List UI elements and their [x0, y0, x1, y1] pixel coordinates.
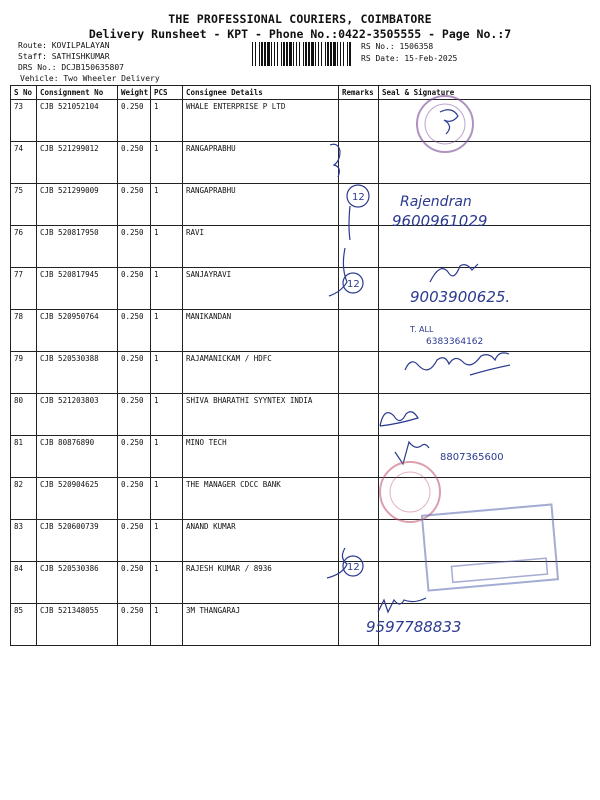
table-row	[11, 604, 591, 646]
runsheet-table	[10, 85, 591, 646]
row-consignment-no: CJB 80876890	[37, 436, 118, 478]
row-seal-signature	[379, 520, 591, 562]
col-remarks: Remarks	[339, 86, 379, 100]
vehicle-label: Vehicle: Two Wheeler Delivery	[20, 74, 160, 83]
row-remarks	[339, 226, 379, 268]
barcode-bar	[299, 42, 300, 66]
row-sno: 73	[11, 100, 37, 142]
table-row	[11, 562, 591, 604]
table-row	[11, 436, 591, 478]
col-pcs: PCS	[151, 86, 183, 100]
row-seal-signature	[379, 436, 591, 478]
col-sno: S No	[11, 86, 37, 100]
drs-number: DRS No.: DCJB150635807	[18, 63, 124, 72]
runsheet-subtitle: Delivery Runsheet - KPT - Phone No.:0422-3505555 - Page No.:7	[88, 27, 512, 41]
table-row	[11, 310, 591, 352]
row-seal-signature	[379, 100, 591, 142]
row-pcs: 1	[151, 310, 183, 352]
row-sno: 74	[11, 142, 37, 184]
row-seal-signature	[379, 394, 591, 436]
row-weight: 0.250	[118, 436, 151, 478]
col-consignee: Consignee Details	[183, 86, 339, 100]
staff-label: Staff: SATHISHKUMAR	[18, 52, 110, 61]
row-weight: 0.250	[118, 100, 151, 142]
row-consignee: MINO TECH	[183, 436, 339, 478]
barcode-bar	[296, 42, 297, 66]
barcode-bar	[289, 42, 292, 66]
barcode-bar	[271, 42, 272, 66]
row-consignee: MANIKANDAN	[183, 310, 339, 352]
barcode	[252, 42, 352, 66]
row-consignment-no: CJB 520950764	[37, 310, 118, 352]
barcode-bar	[274, 42, 275, 66]
row-remarks	[339, 352, 379, 394]
row-consignment-no: CJB 521299012	[37, 142, 118, 184]
row-remarks	[339, 478, 379, 520]
row-seal-signature	[379, 604, 591, 646]
barcode-bar	[340, 42, 341, 66]
row-consignment-no: CJB 520904625	[37, 478, 118, 520]
row-weight: 0.250	[118, 478, 151, 520]
row-remarks	[339, 310, 379, 352]
signature-75-phone: 9600961029	[392, 212, 488, 230]
row-remarks	[339, 562, 379, 604]
row-sno: 81	[11, 436, 37, 478]
row-seal-signature	[379, 352, 591, 394]
signature-78-note: 6383364162	[426, 337, 484, 347]
barcode-bar	[330, 42, 332, 66]
col-seal-signature: Seal & Signature	[379, 86, 591, 100]
barcode-bar	[305, 42, 307, 66]
row-sno: 78	[11, 310, 37, 352]
row-pcs: 1	[151, 184, 183, 226]
row-weight: 0.250	[118, 268, 151, 310]
row-remarks	[339, 142, 379, 184]
row-sno: 83	[11, 520, 37, 562]
row-weight: 0.250	[118, 352, 151, 394]
barcode-bar	[286, 42, 288, 66]
row-consignee: ANAND KUMAR	[183, 520, 339, 562]
row-pcs: 1	[151, 478, 183, 520]
barcode-bar	[277, 42, 278, 66]
barcode-bar	[315, 42, 316, 66]
row-weight: 0.250	[118, 562, 151, 604]
table-row	[11, 394, 591, 436]
row-pcs: 1	[151, 226, 183, 268]
row-pcs: 1	[151, 268, 183, 310]
row-remarks	[339, 268, 379, 310]
row-sno: 77	[11, 268, 37, 310]
barcode-bar	[325, 42, 326, 66]
company-title: THE PROFESSIONAL COURIERS, COIMBATORE	[168, 12, 432, 26]
row-sno: 75	[11, 184, 37, 226]
row-remarks	[339, 184, 379, 226]
row-consignee: SHIVA BHARATHI SYYNTEX INDIA	[183, 394, 339, 436]
row-sno: 85	[11, 604, 37, 646]
row-seal-signature	[379, 562, 591, 604]
barcode-bar	[267, 42, 270, 66]
barcode-bar	[311, 42, 314, 66]
row-remarks	[339, 100, 379, 142]
row-pcs: 1	[151, 100, 183, 142]
barcode-bar	[308, 42, 310, 66]
barcode-bar	[318, 42, 319, 66]
row-consignee: RAJESH KUMAR / 8936	[183, 562, 339, 604]
row-pcs: 1	[151, 142, 183, 184]
row-consignment-no: CJB 521203803	[37, 394, 118, 436]
barcode-bar	[321, 42, 322, 66]
table-row	[11, 184, 591, 226]
row-consignment-no: CJB 521299009	[37, 184, 118, 226]
row-consignment-no: CJB 520530388	[37, 352, 118, 394]
table-row	[11, 352, 591, 394]
row-consignee: RAVI	[183, 226, 339, 268]
barcode-bar	[283, 42, 285, 66]
barcode-bar	[303, 42, 304, 66]
signature-81-phone: 8807365600	[440, 452, 504, 463]
table-row	[11, 478, 591, 520]
barcode-bar	[333, 42, 336, 66]
row-consignee: RAJAMANICKAM / HDFC	[183, 352, 339, 394]
barcode-bar	[259, 42, 260, 66]
signature-77-phone: 9003900625.	[410, 288, 511, 306]
row-seal-signature	[379, 310, 591, 352]
barcode-bar	[261, 42, 263, 66]
table-header-row	[11, 86, 591, 100]
signature-78-mark: T. ALL	[410, 325, 434, 334]
table-row	[11, 226, 591, 268]
table-row	[11, 520, 591, 562]
row-sno: 79	[11, 352, 37, 394]
row-consignment-no: CJB 520817945	[37, 268, 118, 310]
rs-number: RS No.: 1506358	[361, 42, 434, 51]
row-weight: 0.250	[118, 394, 151, 436]
row-seal-signature	[379, 142, 591, 184]
barcode-bar	[281, 42, 282, 66]
rs-date: RS Date: 15-Feb-2025	[361, 54, 458, 63]
table-row	[11, 142, 591, 184]
row-seal-signature	[379, 184, 591, 226]
row-consignment-no: CJB 520817950	[37, 226, 118, 268]
row-pcs: 1	[151, 394, 183, 436]
row-consignee: RANGAPRABHU	[183, 142, 339, 184]
row-pcs: 1	[151, 436, 183, 478]
signature-75-name: Rajendran	[400, 194, 472, 210]
row-sno: 82	[11, 478, 37, 520]
row-sno: 80	[11, 394, 37, 436]
route-label: Route: KOVILPALAYAN	[18, 41, 110, 50]
barcode-bar	[347, 42, 348, 66]
row-weight: 0.250	[118, 310, 151, 352]
signature-85-phone: 9597788833	[366, 618, 462, 636]
table-row	[11, 268, 591, 310]
row-consignment-no: CJB 520600739	[37, 520, 118, 562]
row-seal-signature	[379, 226, 591, 268]
barcode-bar	[293, 42, 294, 66]
svg-text:12: 12	[347, 279, 360, 290]
row-consignee: SANJAYRAVI	[183, 268, 339, 310]
svg-text:12: 12	[352, 192, 365, 203]
col-consignment-no: Consignment No	[37, 86, 118, 100]
barcode-bar	[327, 42, 329, 66]
col-weight: Weight	[118, 86, 151, 100]
barcode-bar	[337, 42, 338, 66]
row-consignee: 3M THANGARAJ	[183, 604, 339, 646]
row-seal-signature	[379, 268, 591, 310]
row-pcs: 1	[151, 352, 183, 394]
barcode-bar	[252, 42, 253, 66]
row-pcs: 1	[151, 562, 183, 604]
row-pcs: 1	[151, 604, 183, 646]
row-weight: 0.250	[118, 142, 151, 184]
row-consignment-no: CJB 521052104	[37, 100, 118, 142]
barcode-bar	[343, 42, 344, 66]
row-weight: 0.250	[118, 520, 151, 562]
row-seal-signature	[379, 478, 591, 520]
row-remarks	[339, 436, 379, 478]
row-consignee: THE MANAGER CDCC BANK	[183, 478, 339, 520]
barcode-bar	[255, 42, 256, 66]
row-weight: 0.250	[118, 604, 151, 646]
barcode-bar	[349, 42, 351, 66]
row-remarks	[339, 520, 379, 562]
row-consignee: WHALE ENTERPRISE P LTD	[183, 100, 339, 142]
row-remarks	[339, 394, 379, 436]
svg-text:12: 12	[347, 562, 360, 573]
table-row	[11, 100, 591, 142]
row-weight: 0.250	[118, 184, 151, 226]
barcode-bar	[264, 42, 266, 66]
row-pcs: 1	[151, 520, 183, 562]
row-consignee: RANGAPRABHU	[183, 184, 339, 226]
row-sno: 76	[11, 226, 37, 268]
row-weight: 0.250	[118, 226, 151, 268]
row-consignment-no: CJB 520530386	[37, 562, 118, 604]
row-remarks	[339, 604, 379, 646]
row-sno: 84	[11, 562, 37, 604]
row-consignment-no: CJB 521348055	[37, 604, 118, 646]
